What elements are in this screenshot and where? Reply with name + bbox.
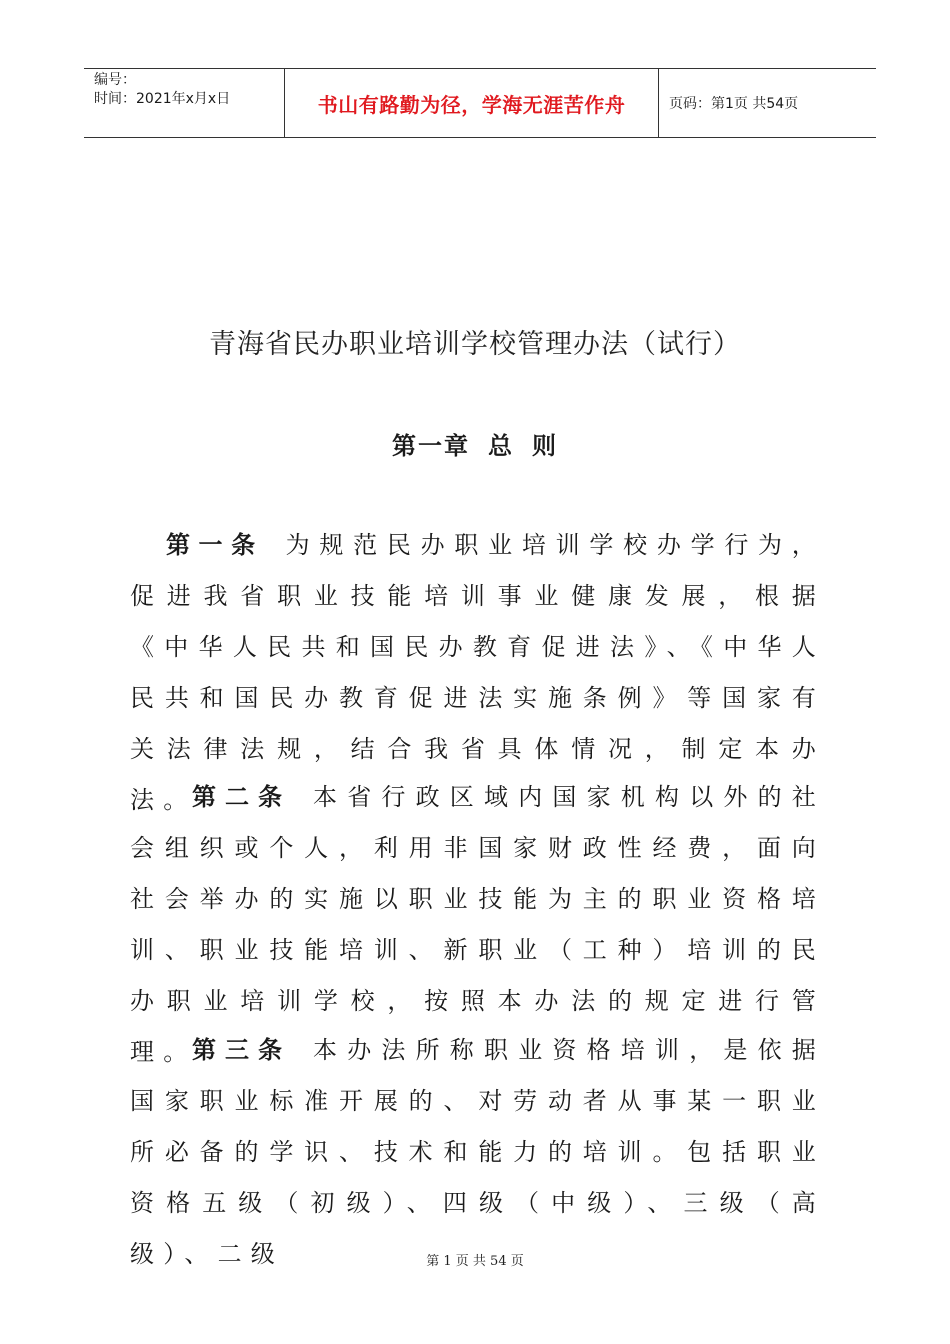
chapter-number: 第一章 [392,432,470,460]
article-label: 第二条 [192,783,291,811]
page-header [84,68,876,138]
document-number-label: 编号： [94,72,136,88]
article-text: 为规范民办职业培训学校办学行为，促进我省职业技能培训事业健康发展，根据《中华人民共和国民办教育促进法》、《中华人民共和国民办教育促进法实施条例》等国家有关法律法规，结合我省具体情况，制定本办法。 [130,531,826,814]
chapter-title-word-2: 则 [532,432,558,460]
document-time-label: 时间：2021年x月x日 [94,91,231,107]
chapter-title-word-1: 总 [488,432,514,460]
document-title: 青海省民办职业培训学校管理办法（试行） [209,329,741,360]
header-page-info: 页码：第1页 共54页 [669,96,799,112]
header-motto: 书山有路勤为径，学海无涯苦作舟 [285,69,659,137]
article-text: 本办法所称职业资格培训，是依据国家职业标准开展的、对劳动者从事某一职业所必备的学识、技术和能力的培训。包括职业资格五级（初级）、四级（中级）、三级（高级）、二级 [130,1036,825,1268]
chapter-heading [0,426,950,461]
header-meta [84,69,285,137]
article-label: 第一条 [166,531,264,559]
article-text: 本省行政区域内国家机构以外的社会组织或个人，利用非国家财政性经费，面向社会举办的实施以职业技能为主的职业资格培训、职业技能培训、新职业（工种）培训的民办职业培训学校，按照本办法的规定进行管理。 [130,783,825,1066]
page-footer: 第 1 页 共 54 页 [426,1254,524,1269]
article-label: 第三条 [192,1036,291,1064]
article-paragraph [130,1025,825,1280]
